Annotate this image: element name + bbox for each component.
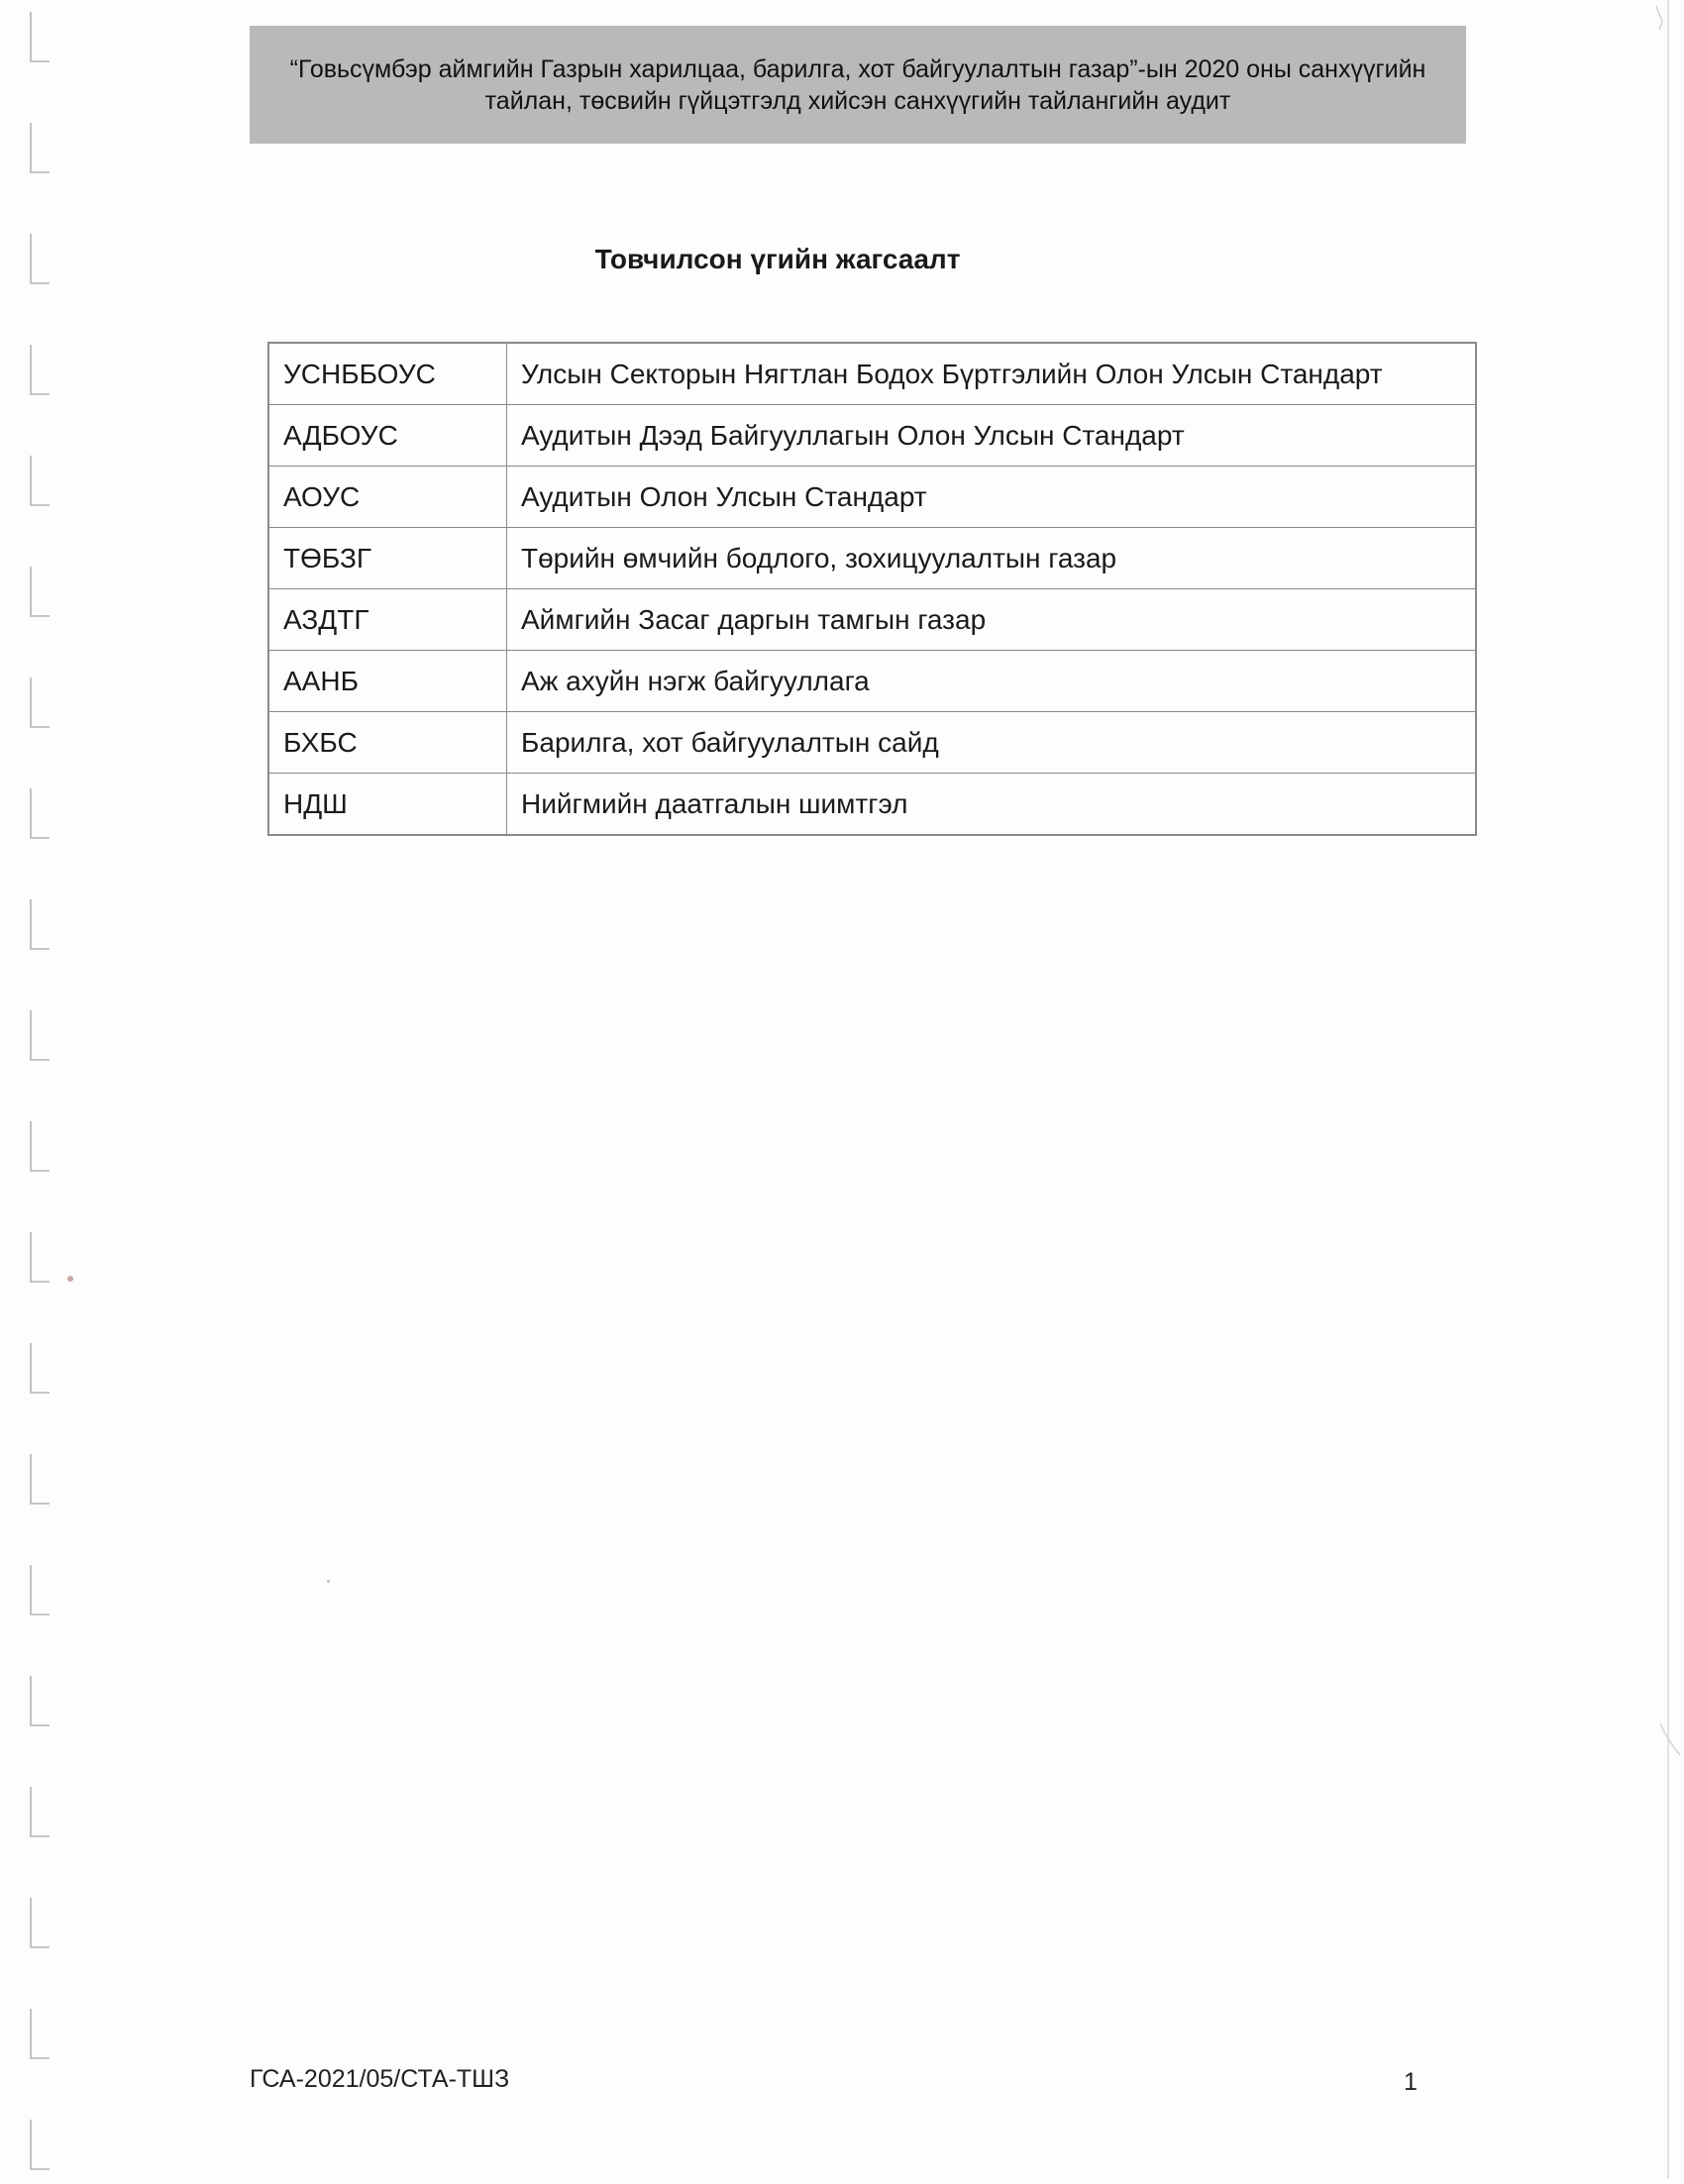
abbreviation-code: ТӨБЗГ — [268, 528, 507, 589]
abbreviation-code: НДШ — [268, 774, 507, 836]
page-edge-shadow — [1605, 0, 1684, 2179]
document-reference-code: ГСА-2021/05/СТА-ТШЗ — [250, 2065, 510, 2093]
binding-hole-marks — [0, 0, 59, 2179]
binding-hole-mark — [31, 1343, 50, 1393]
table-row — [268, 405, 1476, 467]
table-row — [268, 467, 1476, 528]
binding-hole-mark — [31, 1121, 50, 1171]
abbreviation-code: БХБС — [268, 712, 507, 774]
abbreviation-meaning: Аудитын Олон Улсын Стандарт — [507, 467, 1477, 528]
abbreviation-meaning: Улсын Секторын Нягтлан Бодох Бүртгэлийн Олон Улсын Стандарт — [507, 343, 1477, 405]
scan-speck — [327, 1580, 330, 1583]
abbreviation-meaning: Аймгийн Засаг даргын тамгын газар — [507, 589, 1477, 651]
table-row — [268, 528, 1476, 589]
binding-hole-mark — [31, 677, 50, 727]
table-row — [268, 774, 1476, 836]
binding-hole-mark — [31, 12, 50, 61]
binding-hole-mark — [31, 2120, 50, 2169]
abbreviation-code: УСНББОУС — [268, 343, 507, 405]
binding-hole-mark — [31, 2009, 50, 2058]
report-header-text — [276, 53, 1440, 117]
binding-hole-mark — [31, 899, 50, 949]
binding-hole-mark — [31, 345, 50, 394]
binding-hole-mark — [31, 788, 50, 838]
binding-hole-mark — [31, 1787, 50, 1836]
abbreviation-meaning: Аудитын Дээд Байгууллагын Олон Улсын Стандарт — [507, 405, 1477, 467]
report-header-line-2: тайлан, төсвийн гүйцэтгэлд хийсэн санхүүгийн тайлангийн аудит — [484, 86, 1231, 115]
abbreviation-code: АДБОУС — [268, 405, 507, 467]
binding-hole-mark — [31, 1676, 50, 1725]
abbreviation-code: АЗДТГ — [268, 589, 507, 651]
abbreviation-code: АОУС — [268, 467, 507, 528]
table-row — [268, 589, 1476, 651]
abbreviation-meaning: Барилга, хот байгуулалтын сайд — [507, 712, 1477, 774]
abbreviation-code: ААНБ — [268, 651, 507, 712]
table-row — [268, 343, 1476, 405]
report-header-banner — [250, 26, 1466, 144]
abbreviations-title: Товчилсон үгийн жагсаалт — [594, 244, 961, 274]
binding-hole-mark — [31, 1010, 50, 1060]
binding-hole-mark — [31, 1232, 50, 1282]
binding-hole-mark — [31, 456, 50, 505]
binding-hole-mark — [31, 1565, 50, 1614]
report-header-line-1: “Говьсүмбэр аймгийн Газрын харилцаа, барилга, хот байгуулалтын газар”-ын 2020 оны санхүүгийн — [289, 54, 1426, 83]
binding-hole-mark — [31, 1898, 50, 1947]
abbreviation-meaning: Төрийн өмчийн бодлого, зохицуулалтын газар — [507, 528, 1477, 589]
abbreviation-meaning: Аж ахуйн нэгж байгууллага — [507, 651, 1477, 712]
binding-hole-mark — [31, 1454, 50, 1504]
abbreviations-table-body — [268, 343, 1476, 835]
binding-hole-mark — [31, 123, 50, 172]
abbreviation-meaning: Нийгмийн даатгалын шимтгэл — [507, 774, 1477, 836]
page-number: 1 — [1404, 2068, 1418, 2096]
table-row — [268, 712, 1476, 774]
scan-speck — [67, 1276, 73, 1282]
table-row — [268, 651, 1476, 712]
binding-hole-mark — [31, 567, 50, 616]
abbreviations-table — [267, 342, 1477, 836]
